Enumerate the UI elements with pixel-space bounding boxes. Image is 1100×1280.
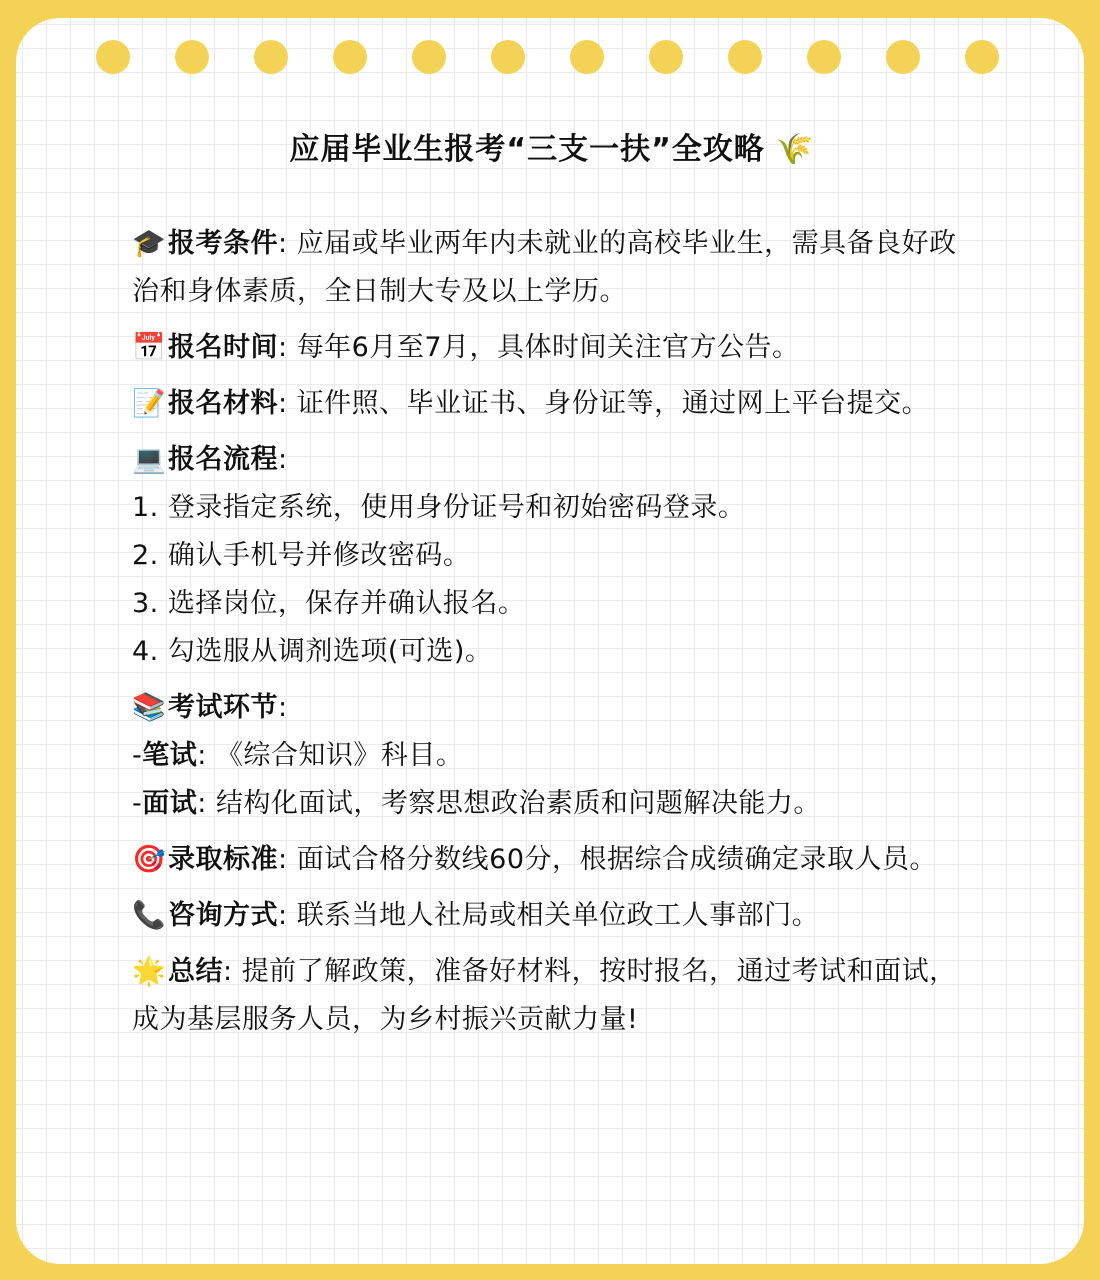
star-icon: 🌟 bbox=[132, 956, 167, 987]
section-text: 面试合格分数线60分，根据综合成绩确定录取人员。 bbox=[296, 844, 938, 875]
section-contact bbox=[132, 892, 972, 940]
exam-item-interview bbox=[132, 780, 972, 828]
phone-icon: 📞 bbox=[132, 900, 167, 931]
section-conditions bbox=[132, 220, 972, 316]
section-materials bbox=[132, 380, 972, 428]
section-heading bbox=[132, 684, 972, 732]
separator: : bbox=[278, 228, 297, 259]
separator: : bbox=[223, 956, 242, 987]
section-text: 联系当地人社局或相关单位政工人事部门。 bbox=[296, 900, 820, 931]
binder-hole bbox=[728, 40, 762, 74]
binder-hole bbox=[807, 40, 841, 74]
books-icon: 📚 bbox=[132, 692, 167, 723]
section-label: 报名流程 bbox=[168, 444, 278, 475]
binder-hole bbox=[886, 40, 920, 74]
separator: : bbox=[278, 444, 288, 475]
process-step: 2. 确认手机号并修改密码。 bbox=[132, 540, 471, 571]
item-prefix: - bbox=[132, 788, 143, 819]
section-label: 总结 bbox=[168, 956, 223, 987]
article-content bbox=[132, 128, 972, 1044]
binder-hole bbox=[965, 40, 999, 74]
target-icon: 🎯 bbox=[132, 844, 167, 875]
exam-item-written bbox=[132, 732, 972, 780]
calendar-icon: 📅 bbox=[132, 332, 167, 363]
section-time bbox=[132, 324, 972, 372]
notebook-card bbox=[16, 18, 1084, 1264]
section-label: 录取标准 bbox=[168, 844, 278, 875]
memo-icon: 📝 bbox=[132, 388, 167, 419]
separator: : bbox=[197, 740, 216, 771]
separator: : bbox=[278, 900, 297, 931]
item-label: 面试 bbox=[142, 788, 198, 819]
binder-hole bbox=[333, 40, 367, 74]
process-step: 3. 选择岗位，保存并确认报名。 bbox=[132, 588, 526, 619]
section-label: 考试环节 bbox=[168, 692, 278, 723]
item-label: 笔试 bbox=[142, 740, 198, 771]
section-label: 咨询方式 bbox=[168, 900, 278, 931]
binder-hole bbox=[570, 40, 604, 74]
item-prefix: - bbox=[132, 740, 143, 771]
section-label: 报名时间 bbox=[168, 332, 278, 363]
laptop-icon: 💻 bbox=[132, 444, 167, 475]
section-exam bbox=[132, 684, 972, 828]
binder-holes bbox=[16, 18, 1084, 98]
section-admission bbox=[132, 836, 972, 884]
section-text: 提前了解政策，准备好材料，按时报名，通过考试和面试，成为基层服务人员，为乡村振兴贡献力量! bbox=[132, 956, 957, 1035]
separator: : bbox=[278, 388, 297, 419]
section-label: 报考条件 bbox=[168, 228, 278, 259]
separator: : bbox=[278, 692, 288, 723]
binder-hole bbox=[649, 40, 683, 74]
process-step: 4. 勾选服从调剂选项(可选)。 bbox=[132, 636, 493, 667]
separator: : bbox=[278, 332, 297, 363]
binder-hole bbox=[412, 40, 446, 74]
binder-hole bbox=[254, 40, 288, 74]
title-text: 应届毕业生报考“三支一扶”全攻略 bbox=[289, 132, 765, 167]
binder-hole bbox=[491, 40, 525, 74]
section-process bbox=[132, 436, 972, 676]
graduation-cap-icon: 🎓 bbox=[132, 228, 167, 259]
section-heading bbox=[132, 436, 972, 484]
separator: : bbox=[278, 844, 297, 875]
item-text: 结构化面试，考察思想政治素质和问题解决能力。 bbox=[215, 788, 821, 819]
process-step: 1. 登录指定系统，使用身份证号和初始密码登录。 bbox=[132, 492, 746, 523]
binder-hole bbox=[96, 40, 130, 74]
binder-hole bbox=[175, 40, 209, 74]
section-label: 报名材料 bbox=[168, 388, 278, 419]
section-summary bbox=[132, 948, 972, 1044]
section-text: 证件照、毕业证书、身份证等，通过网上平台提交。 bbox=[296, 388, 930, 419]
page-title bbox=[132, 128, 972, 172]
item-text: 《综合知识》科目。 bbox=[215, 740, 464, 771]
separator: : bbox=[197, 788, 216, 819]
section-text: 应届或毕业两年内未就业的高校毕业生，需具备良好政治和身体素质，全日制大专及以上学历。 bbox=[132, 228, 957, 307]
section-text: 每年6月至7月，具体时间关注官方公告。 bbox=[296, 332, 800, 363]
rice-icon: 🌾 bbox=[776, 132, 815, 167]
